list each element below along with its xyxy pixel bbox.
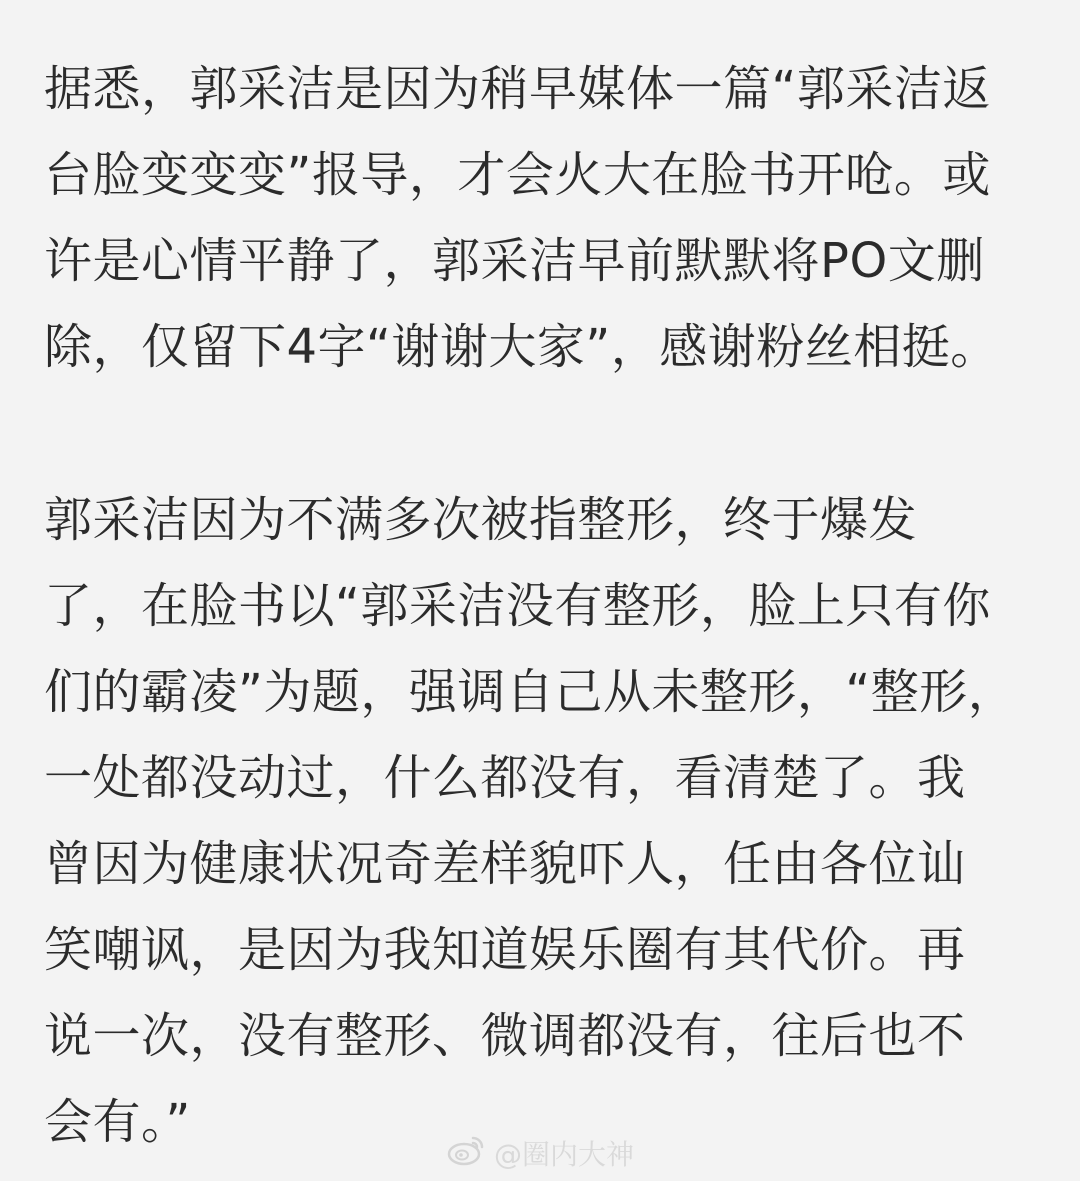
text-line: 笑嘲讽，是因为我知道娱乐圈有其代价。再	[44, 922, 966, 978]
weibo-logo-icon	[446, 1132, 488, 1175]
article-body	[44, 46, 1044, 1165]
weibo-watermark	[446, 1133, 634, 1173]
text-line: 台脸变变变”报导，才会火大在脸书开呛。或	[44, 147, 991, 203]
text-line: 许是心情平静了，郭采洁早前默默将PO文删	[44, 233, 985, 289]
watermark-text: @圈内大神	[493, 1138, 634, 1171]
text-line: 据悉，郭采洁是因为稍早媒体一篇“郭采洁返	[44, 61, 991, 117]
text-line: 郭采洁因为不满多次被指整形，终于爆发	[44, 492, 918, 548]
paragraph-2	[44, 477, 1044, 1165]
text-line: 一处都没动过，什么都没有，看清楚了。我	[44, 750, 966, 806]
text-line: 会有。”	[44, 1094, 191, 1150]
text-line: 说一次，没有整形、微调都没有，往后也不	[44, 1008, 966, 1064]
text-line: 们的霸凌”为题，强调自己从未整形，“整形，	[44, 664, 1017, 720]
text-line: 除，仅留下4字“谢谢大家”，感谢粉丝相挺。	[44, 319, 999, 375]
paragraph-1	[44, 46, 1044, 390]
text-line: 了，在脸书以“郭采洁没有整形，脸上只有你	[44, 578, 991, 634]
text-line: 曾因为健康状况奇差样貌吓人，任由各位讪	[44, 836, 966, 892]
